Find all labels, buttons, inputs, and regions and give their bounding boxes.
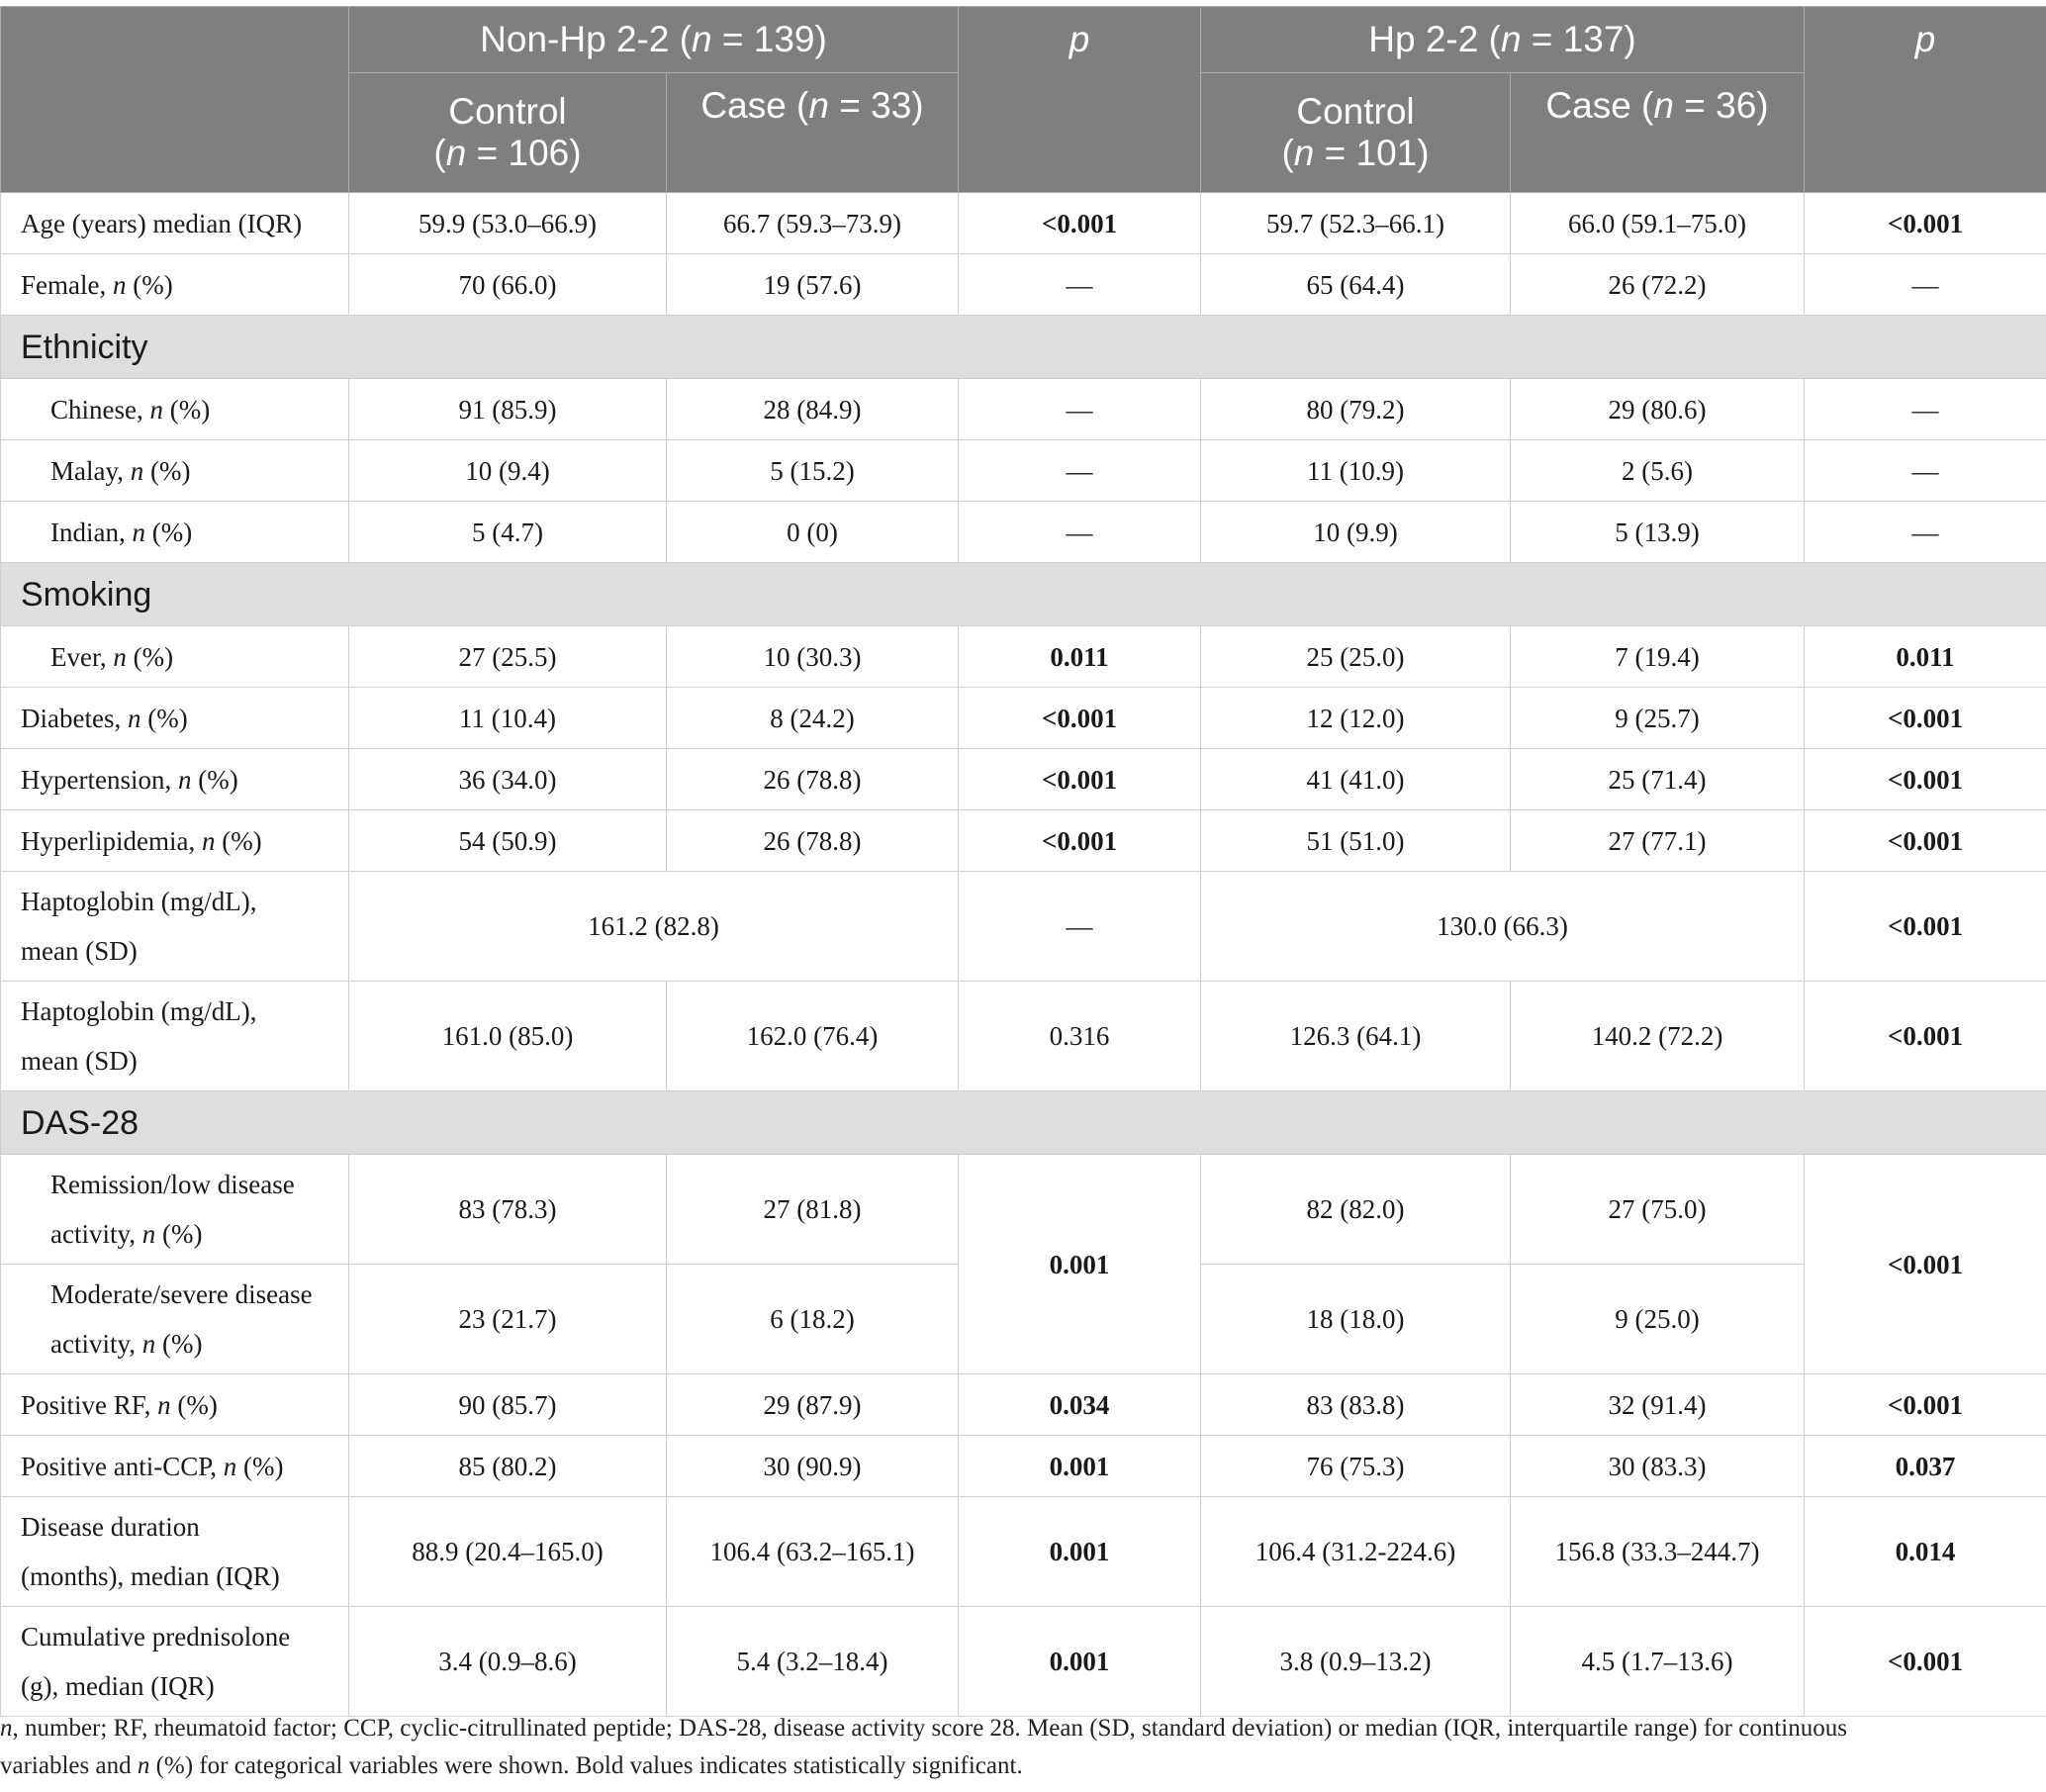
row-prednisolone bbox=[1, 1607, 2046, 1717]
table-footnote: n, number; RF, rheumatoid factor; CCP, cyclic-citrullinated peptide; DAS-28, disease activity score 28. Mean (SD, standard deviation) or median (IQR, interquartile range) for continuous variables and n (%) for categorical variables were shown. Bold values indicates statistically significant. bbox=[0, 1715, 1847, 1779]
p-value: 0.011 bbox=[959, 626, 1201, 688]
p-value: — bbox=[1805, 502, 2046, 563]
cell: 5 (4.7) bbox=[349, 502, 667, 563]
cell: 9 (25.7) bbox=[1511, 688, 1805, 749]
row-label: Haptoglobin (mg/dL), mean (SD) bbox=[1, 982, 349, 1091]
row-rf bbox=[1, 1374, 2046, 1436]
cell: 161.0 (85.0) bbox=[349, 982, 667, 1091]
cell: 11 (10.9) bbox=[1201, 440, 1511, 502]
p-value: 0.001 bbox=[959, 1497, 1201, 1607]
row-label: Age (years) median (IQR) bbox=[1, 193, 349, 254]
row-label: Remission/low disease activity, n (%) bbox=[1, 1155, 349, 1265]
cell: 82 (82.0) bbox=[1201, 1155, 1511, 1265]
cell: 5 (15.2) bbox=[667, 440, 959, 502]
cell: 26 (78.8) bbox=[667, 749, 959, 810]
p-value: 0.001 bbox=[959, 1155, 1201, 1374]
cell: 9 (25.0) bbox=[1511, 1265, 1805, 1374]
cell: 10 (9.4) bbox=[349, 440, 667, 502]
section-smoking bbox=[1, 563, 2046, 626]
p-value: 0.316 bbox=[959, 982, 1201, 1091]
row-disease-duration bbox=[1, 1497, 2046, 1607]
row-label: Malay, n (%) bbox=[1, 440, 349, 502]
cell-merged: 161.2 (82.8) bbox=[349, 872, 959, 982]
cell: 26 (72.2) bbox=[1511, 254, 1805, 316]
p-value: 0.034 bbox=[959, 1374, 1201, 1436]
p-value: 0.001 bbox=[959, 1607, 1201, 1717]
cell: 30 (90.9) bbox=[667, 1436, 959, 1497]
cell: 32 (91.4) bbox=[1511, 1374, 1805, 1436]
cell: 90 (85.7) bbox=[349, 1374, 667, 1436]
row-label: Positive RF, n (%) bbox=[1, 1374, 349, 1436]
cell: 59.7 (52.3–66.1) bbox=[1201, 193, 1511, 254]
row-label: Chinese, n (%) bbox=[1, 379, 349, 440]
row-label: Indian, n (%) bbox=[1, 502, 349, 563]
cell: 88.9 (20.4–165.0) bbox=[349, 1497, 667, 1607]
cell: 3.8 (0.9–13.2) bbox=[1201, 1607, 1511, 1717]
header-g1-control: Control (n = 106) bbox=[349, 73, 667, 193]
row-label: Cumulative prednisolone (g), median (IQR) bbox=[1, 1607, 349, 1717]
cell: 27 (75.0) bbox=[1511, 1155, 1805, 1265]
section-ethnicity bbox=[1, 316, 2046, 379]
p-value: 0.001 bbox=[959, 1436, 1201, 1497]
cell: 12 (12.0) bbox=[1201, 688, 1511, 749]
header-g2-control: Control (n = 101) bbox=[1201, 73, 1511, 193]
cell: 59.9 (53.0–66.9) bbox=[349, 193, 667, 254]
row-female bbox=[1, 254, 2046, 316]
row-remission bbox=[1, 1155, 2046, 1265]
row-label: Moderate/severe disease activity, n (%) bbox=[1, 1265, 349, 1374]
cell: 156.8 (33.3–244.7) bbox=[1511, 1497, 1805, 1607]
row-haptoglobin-split bbox=[1, 982, 2046, 1091]
p-value: — bbox=[1805, 379, 2046, 440]
row-diabetes bbox=[1, 688, 2046, 749]
header-blank bbox=[1, 7, 349, 193]
cell: 85 (80.2) bbox=[349, 1436, 667, 1497]
p-value: <0.001 bbox=[1805, 872, 2046, 982]
p-value: 0.014 bbox=[1805, 1497, 2046, 1607]
p-value: — bbox=[1805, 254, 2046, 316]
cell: 29 (87.9) bbox=[667, 1374, 959, 1436]
p-value: <0.001 bbox=[1805, 1374, 2046, 1436]
cell: 51 (51.0) bbox=[1201, 810, 1511, 872]
cell: 54 (50.9) bbox=[349, 810, 667, 872]
cell: 11 (10.4) bbox=[349, 688, 667, 749]
p-value: <0.001 bbox=[1805, 688, 2046, 749]
p-value: — bbox=[959, 379, 1201, 440]
cell: 106.4 (63.2–165.1) bbox=[667, 1497, 959, 1607]
row-hyperlipidemia bbox=[1, 810, 2046, 872]
cell: 27 (25.5) bbox=[349, 626, 667, 688]
cell: 30 (83.3) bbox=[1511, 1436, 1805, 1497]
row-indian bbox=[1, 502, 2046, 563]
cell: 0 (0) bbox=[667, 502, 959, 563]
cell: 25 (71.4) bbox=[1511, 749, 1805, 810]
row-label: Female, n (%) bbox=[1, 254, 349, 316]
cell: 5 (13.9) bbox=[1511, 502, 1805, 563]
cell: 27 (77.1) bbox=[1511, 810, 1805, 872]
p-value: — bbox=[959, 872, 1201, 982]
cell: 2 (5.6) bbox=[1511, 440, 1805, 502]
cell: 106.4 (31.2-224.6) bbox=[1201, 1497, 1511, 1607]
row-label: Disease duration (months), median (IQR) bbox=[1, 1497, 349, 1607]
section-title: DAS-28 bbox=[1, 1091, 2046, 1155]
p-value: — bbox=[959, 254, 1201, 316]
cell: 91 (85.9) bbox=[349, 379, 667, 440]
row-label: Positive anti-CCP, n (%) bbox=[1, 1436, 349, 1497]
cell: 41 (41.0) bbox=[1201, 749, 1511, 810]
cell: 29 (80.6) bbox=[1511, 379, 1805, 440]
cell: 162.0 (76.4) bbox=[667, 982, 959, 1091]
cell: 10 (9.9) bbox=[1201, 502, 1511, 563]
row-malay bbox=[1, 440, 2046, 502]
cell: 28 (84.9) bbox=[667, 379, 959, 440]
row-chinese bbox=[1, 379, 2046, 440]
cell: 8 (24.2) bbox=[667, 688, 959, 749]
header-hp22: Hp 2-2 (n = 137) bbox=[1201, 7, 1805, 73]
p-value: 0.011 bbox=[1805, 626, 2046, 688]
header-non-hp22: Non-Hp 2-2 (n = 139) bbox=[349, 7, 959, 73]
cell: 66.7 (59.3–73.9) bbox=[667, 193, 959, 254]
cell: 23 (21.7) bbox=[349, 1265, 667, 1374]
cell: 140.2 (72.2) bbox=[1511, 982, 1805, 1091]
cell: 70 (66.0) bbox=[349, 254, 667, 316]
row-ever bbox=[1, 626, 2046, 688]
cell: 5.4 (3.2–18.4) bbox=[667, 1607, 959, 1717]
p-value: <0.001 bbox=[1805, 749, 2046, 810]
section-das28 bbox=[1, 1091, 2046, 1155]
cell: 19 (57.6) bbox=[667, 254, 959, 316]
cell: 10 (30.3) bbox=[667, 626, 959, 688]
p-value: — bbox=[959, 502, 1201, 563]
results-table bbox=[0, 6, 2046, 1717]
cell: 36 (34.0) bbox=[349, 749, 667, 810]
section-title: Ethnicity bbox=[1, 316, 2046, 379]
p-value: <0.001 bbox=[1805, 193, 2046, 254]
p-value: <0.001 bbox=[959, 193, 1201, 254]
cell: 66.0 (59.1–75.0) bbox=[1511, 193, 1805, 254]
cell: 6 (18.2) bbox=[667, 1265, 959, 1374]
row-hypertension bbox=[1, 749, 2046, 810]
p-value: 0.037 bbox=[1805, 1436, 2046, 1497]
p-value: <0.001 bbox=[1805, 982, 2046, 1091]
p-value: <0.001 bbox=[1805, 810, 2046, 872]
header-g1-case: Case (n = 33) bbox=[667, 73, 959, 193]
p-value: <0.001 bbox=[1805, 1607, 2046, 1717]
row-label: Diabetes, n (%) bbox=[1, 688, 349, 749]
p-value: <0.001 bbox=[959, 688, 1201, 749]
cell: 3.4 (0.9–8.6) bbox=[349, 1607, 667, 1717]
p-value: <0.001 bbox=[959, 749, 1201, 810]
p-value: — bbox=[1805, 440, 2046, 502]
section-title: Smoking bbox=[1, 563, 2046, 626]
cell: 18 (18.0) bbox=[1201, 1265, 1511, 1374]
cell: 7 (19.4) bbox=[1511, 626, 1805, 688]
p-value: <0.001 bbox=[959, 810, 1201, 872]
row-label: Haptoglobin (mg/dL), mean (SD) bbox=[1, 872, 349, 982]
header-g2-case: Case (n = 36) bbox=[1511, 73, 1805, 193]
cell: 83 (83.8) bbox=[1201, 1374, 1511, 1436]
cell: 26 (78.8) bbox=[667, 810, 959, 872]
header-p2: p bbox=[1805, 7, 2046, 193]
row-age bbox=[1, 193, 2046, 254]
cell: 27 (81.8) bbox=[667, 1155, 959, 1265]
cell: 4.5 (1.7–13.6) bbox=[1511, 1607, 1805, 1717]
cell: 126.3 (64.1) bbox=[1201, 982, 1511, 1091]
cell: 83 (78.3) bbox=[349, 1155, 667, 1265]
row-label: Hyperlipidemia, n (%) bbox=[1, 810, 349, 872]
cell: 65 (64.4) bbox=[1201, 254, 1511, 316]
cell-merged: 130.0 (66.3) bbox=[1201, 872, 1805, 982]
row-ccp bbox=[1, 1436, 2046, 1497]
row-haptoglobin-overall bbox=[1, 872, 2046, 982]
p-value: — bbox=[959, 440, 1201, 502]
row-label: Hypertension, n (%) bbox=[1, 749, 349, 810]
cell: 76 (75.3) bbox=[1201, 1436, 1511, 1497]
header-p1: p bbox=[959, 7, 1201, 193]
p-value: <0.001 bbox=[1805, 1155, 2046, 1374]
cell: 80 (79.2) bbox=[1201, 379, 1511, 440]
cell: 25 (25.0) bbox=[1201, 626, 1511, 688]
row-label: Ever, n (%) bbox=[1, 626, 349, 688]
